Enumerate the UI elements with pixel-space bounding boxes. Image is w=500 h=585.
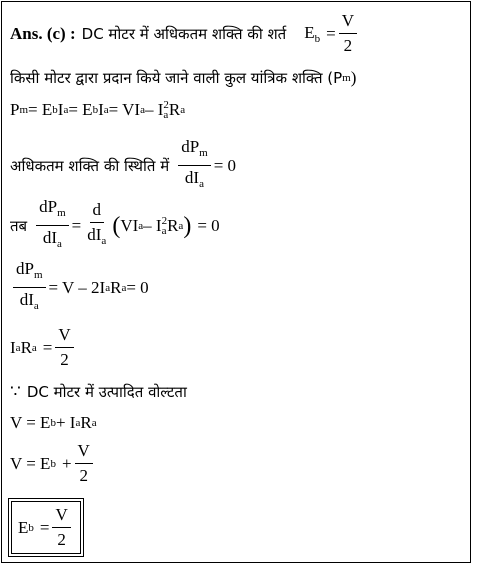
fraction-v-over-2: $\frac{V}{2}$ — [339, 10, 357, 57]
derivative-result: $\frac{dP_m}{dI_a}$ = V – 2I a R a = 0 — [10, 258, 149, 317]
fraction-v-over-2-b: $\frac{V}{2}$ — [55, 324, 73, 371]
mechanical-power-line: किसी मोटर द्वारा प्रदान किये जाने वाली कुल यांत्रिक शक्ति (P m ) — [10, 68, 357, 87]
answer-box — [1, 1, 471, 563]
derivative-equation: तब $\frac{dP_m}{dI_a}$ = $\frac{d}{dI_a}$ ( VI a – I 2 a R a ) = 0 — [10, 196, 220, 255]
iara-equation: I a R a = $\frac{V}{2}$ — [10, 324, 77, 371]
fraction-dpm-dia-3: $\frac{dP_m}{dI_a}$ — [13, 258, 46, 317]
generated-voltage-text: DC मोटर में उत्पादित वोल्टता — [26, 383, 187, 401]
final-result-box: E b = $\frac{V}{2}$ — [8, 498, 84, 557]
max-power-text: अधिकतम शक्ति की स्थिति में — [10, 156, 170, 175]
generated-voltage-line — [10, 382, 187, 402]
answer-label: Ans. (c) : — [10, 23, 76, 43]
fraction-dpm-dia-2: $\frac{dP_m}{dI_a}$ — [36, 196, 69, 255]
voltage-equation: V = E b + I a R a — [10, 413, 97, 432]
because-symbol: ∵ — [10, 382, 21, 401]
max-power-condition: अधिकतम शक्ति की स्थिति में $\frac{dP_m}{dI_a}$ = 0 — [10, 136, 236, 195]
power-equation: P m = E b I a = E b I a = VI a – I 2 a R a — [10, 99, 186, 121]
condition-text: DC मोटर में अधिकतम शक्ति की शर्त — [81, 24, 287, 43]
fraction-v-over-2-c: $\frac{V}{2}$ — [75, 440, 93, 487]
equals-sign: = — [326, 23, 336, 43]
mechanical-power-text: किसी मोटर द्वारा प्रदान किये जाने वाली कुल यांत्रिक शक्ति (P — [10, 69, 343, 87]
answer-heading-line — [10, 10, 360, 57]
fraction-dpm-dia: $\frac{dP_m}{dI_a}$ — [178, 136, 211, 195]
fraction-v-over-2-final: $\frac{V}{2}$ — [52, 504, 70, 551]
fraction-d-dia: $\frac{d}{dI_a}$ — [87, 200, 107, 247]
then-word: तब — [10, 216, 28, 235]
voltage-half-equation: V = E b + $\frac{V}{2}$ — [10, 440, 96, 487]
eb-symbol: $E_b$ — [304, 22, 321, 45]
